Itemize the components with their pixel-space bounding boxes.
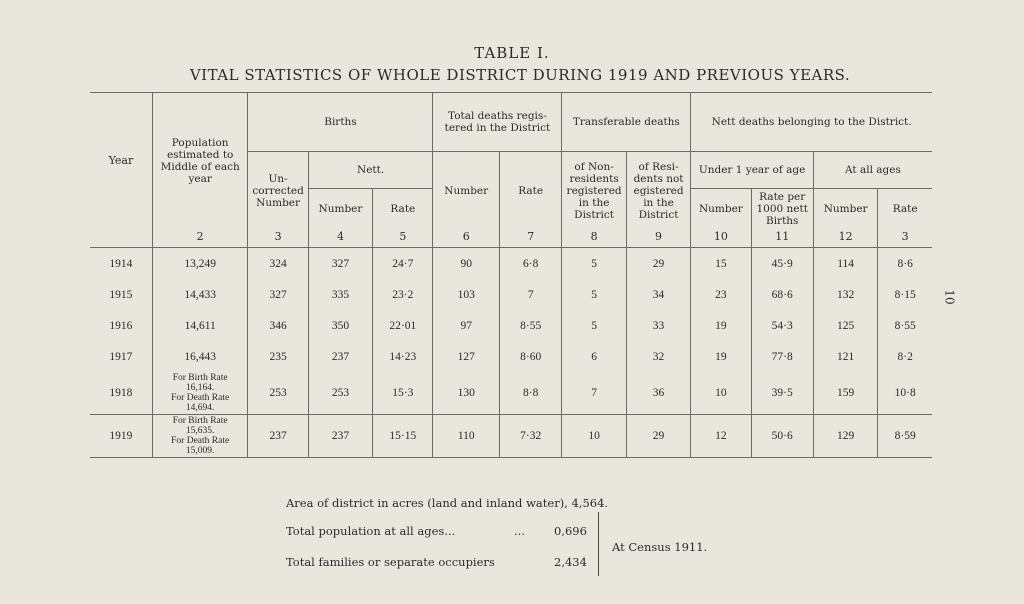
header-total-deaths: Total deaths regis-tered in the District — [433, 93, 562, 152]
cell-non-residents: 5 — [562, 310, 626, 341]
cell-year: 1919 — [109, 430, 133, 442]
population-label: Total population at all ages... — [286, 524, 456, 538]
cell-residents: 29 — [626, 415, 690, 458]
population-dots: ... — [514, 524, 525, 538]
cell-under1-number: 12 — [691, 415, 751, 458]
column-number: 3 — [248, 229, 308, 248]
cell-nett-number: 237 — [308, 341, 372, 372]
cell-all-rate: 8·15 — [878, 279, 932, 310]
cell-population: 16,443 — [152, 341, 248, 372]
header-transferable-deaths: Transferable deaths — [562, 93, 691, 152]
population-note-line: 16,164. — [185, 383, 215, 393]
census-note: At Census 1911. — [612, 540, 708, 554]
cell-nett-number: 253 — [308, 372, 372, 415]
header-under1-rate: Rate per 1000 nett Births — [751, 189, 813, 230]
cell-under1-number: 23 — [691, 279, 751, 310]
cell-population: 14,433 — [152, 279, 248, 310]
population-note-line: For Death Rate — [171, 393, 230, 403]
cell-residents: 33 — [626, 310, 690, 341]
table-row — [90, 248, 932, 280]
header-residents: of Resi-dents not egistered in the District — [626, 152, 690, 230]
cell-uncorrected: 235 — [248, 341, 308, 372]
cell-year: 1915 — [109, 288, 133, 301]
cell-all-number: 114 — [813, 248, 877, 280]
families-value: 2,434 — [554, 555, 587, 569]
population-note-line: For Birth Rate — [172, 373, 228, 383]
table-row — [90, 415, 932, 458]
column-number — [90, 229, 152, 248]
cell-year: 1916 — [109, 319, 133, 332]
cell-nett-number: 350 — [308, 310, 372, 341]
header-all-number: Number — [813, 189, 877, 230]
cell-under1-rate: 50·6 — [751, 415, 813, 458]
header-under-1: Under 1 year of age — [691, 152, 814, 189]
cell-under1-rate: 45·9 — [751, 248, 813, 280]
cell-nett-rate: 22·01 — [373, 310, 433, 341]
cell-under1-rate: 54·3 — [751, 310, 813, 341]
cell-non-residents: 10 — [562, 415, 626, 458]
cell-year: 1914 — [109, 257, 133, 270]
cell-deaths-number: 103 — [433, 279, 500, 310]
cell-deaths-rate: 8·60 — [500, 341, 562, 372]
cell-all-number: 132 — [813, 279, 877, 310]
population-note-line: 15,009. — [185, 446, 215, 456]
population-note-line: For Death Rate — [171, 436, 230, 446]
cell-all-number: 125 — [813, 310, 877, 341]
cell-under1-number: 15 — [691, 248, 751, 280]
cell-all-rate: 10·8 — [878, 372, 932, 415]
cell-residents: 34 — [626, 279, 690, 310]
population-note-line: For Birth Rate — [172, 416, 228, 426]
cell-year: 1918 — [109, 387, 133, 399]
cell-residents: 32 — [626, 341, 690, 372]
header-uncorrected: Un-corrected Number — [248, 152, 308, 230]
table-subtitle: VITAL STATISTICS OF WHOLE DISTRICT DURING 1919 AND PREVIOUS YEARS. — [189, 66, 851, 84]
cell-nett-rate: 24·7 — [373, 248, 433, 280]
cell-nett-number: 237 — [308, 415, 372, 458]
cell-population — [152, 415, 248, 458]
header-all-rate: Rate — [878, 189, 932, 230]
header-under1-number: Number — [691, 189, 751, 230]
column-number: 6 — [433, 229, 500, 248]
cell-uncorrected: 237 — [248, 415, 308, 458]
cell-uncorrected: 253 — [248, 372, 308, 415]
cell-all-number: 121 — [813, 341, 877, 372]
table-row — [90, 310, 932, 341]
cell-all-number: 159 — [813, 372, 877, 415]
cell-under1-number: 19 — [691, 341, 751, 372]
table-title: TABLE I. — [474, 44, 550, 62]
area-note: Area of district in acres (land and inland water), 4,564. — [286, 496, 609, 510]
population-note-line: 15,635. — [185, 426, 215, 436]
population-note-line: 14,694. — [185, 403, 215, 413]
cell-nett-rate: 15·3 — [373, 372, 433, 415]
cell-population — [152, 372, 248, 415]
column-number: 3 — [878, 229, 932, 248]
population-value: 0,696 — [554, 524, 587, 538]
column-number: 11 — [751, 229, 813, 248]
cell-nett-rate: 23·2 — [373, 279, 433, 310]
header-nett-rate: Rate — [373, 189, 433, 230]
cell-deaths-rate: 7 — [500, 279, 562, 310]
table-row — [90, 341, 932, 372]
census-brace — [598, 512, 609, 576]
column-number: 8 — [562, 229, 626, 248]
cell-non-residents: 5 — [562, 279, 626, 310]
cell-deaths-number: 90 — [433, 248, 500, 280]
header-deaths-number: Number — [433, 152, 500, 230]
cell-population: 13,249 — [152, 248, 248, 280]
cell-deaths-number: 127 — [433, 341, 500, 372]
cell-non-residents: 5 — [562, 248, 626, 280]
cell-uncorrected: 327 — [248, 279, 308, 310]
header-deaths-rate: Rate — [500, 152, 562, 230]
cell-deaths-rate: 8·8 — [500, 372, 562, 415]
families-label: Total families or separate occupiers — [286, 555, 495, 569]
cell-uncorrected: 324 — [248, 248, 308, 280]
column-number: 10 — [691, 229, 751, 248]
header-year: Year — [108, 154, 134, 167]
header-nett: Nett. — [308, 152, 433, 189]
column-number: 7 — [500, 229, 562, 248]
header-births: Births — [248, 93, 433, 152]
column-number: 9 — [626, 229, 690, 248]
cell-deaths-rate: 8·55 — [500, 310, 562, 341]
header-nett-number: Number — [308, 189, 372, 230]
header-population: Population estimated to Middle of each year — [152, 93, 248, 230]
cell-non-residents: 7 — [562, 372, 626, 415]
cell-nett-rate: 14·23 — [373, 341, 433, 372]
page-number: 10 — [942, 289, 957, 305]
header-non-residents: of Non-residents registered in the District — [562, 152, 626, 230]
cell-non-residents: 6 — [562, 341, 626, 372]
header-all-ages: At all ages — [813, 152, 932, 189]
cell-population: 14,611 — [152, 310, 248, 341]
cell-under1-rate: 39·5 — [751, 372, 813, 415]
cell-deaths-number: 97 — [433, 310, 500, 341]
cell-deaths-number: 130 — [433, 372, 500, 415]
cell-deaths-number: 110 — [433, 415, 500, 458]
cell-all-rate: 8·59 — [878, 415, 932, 458]
cell-all-rate: 8·2 — [878, 341, 932, 372]
cell-deaths-rate: 7·32 — [500, 415, 562, 458]
header-nett-deaths: Nett deaths belonging to the District. — [691, 93, 932, 152]
vital-statistics-table — [90, 92, 932, 458]
cell-under1-rate: 68·6 — [751, 279, 813, 310]
cell-under1-rate: 77·8 — [751, 341, 813, 372]
cell-under1-number: 10 — [691, 372, 751, 415]
cell-residents: 36 — [626, 372, 690, 415]
cell-uncorrected: 346 — [248, 310, 308, 341]
cell-year: 1917 — [109, 350, 133, 363]
cell-all-rate: 8·55 — [878, 310, 932, 341]
cell-all-rate: 8·6 — [878, 248, 932, 280]
table-row — [90, 279, 932, 310]
column-number: 4 — [308, 229, 372, 248]
cell-nett-number: 335 — [308, 279, 372, 310]
cell-deaths-rate: 6·8 — [500, 248, 562, 280]
table-row — [90, 372, 932, 415]
column-number: 5 — [373, 229, 433, 248]
column-number: 12 — [813, 229, 877, 248]
cell-under1-number: 19 — [691, 310, 751, 341]
cell-residents: 29 — [626, 248, 690, 280]
cell-nett-rate: 15·15 — [373, 415, 433, 458]
column-number: 2 — [152, 229, 248, 248]
cell-nett-number: 327 — [308, 248, 372, 280]
cell-all-number: 129 — [813, 415, 877, 458]
